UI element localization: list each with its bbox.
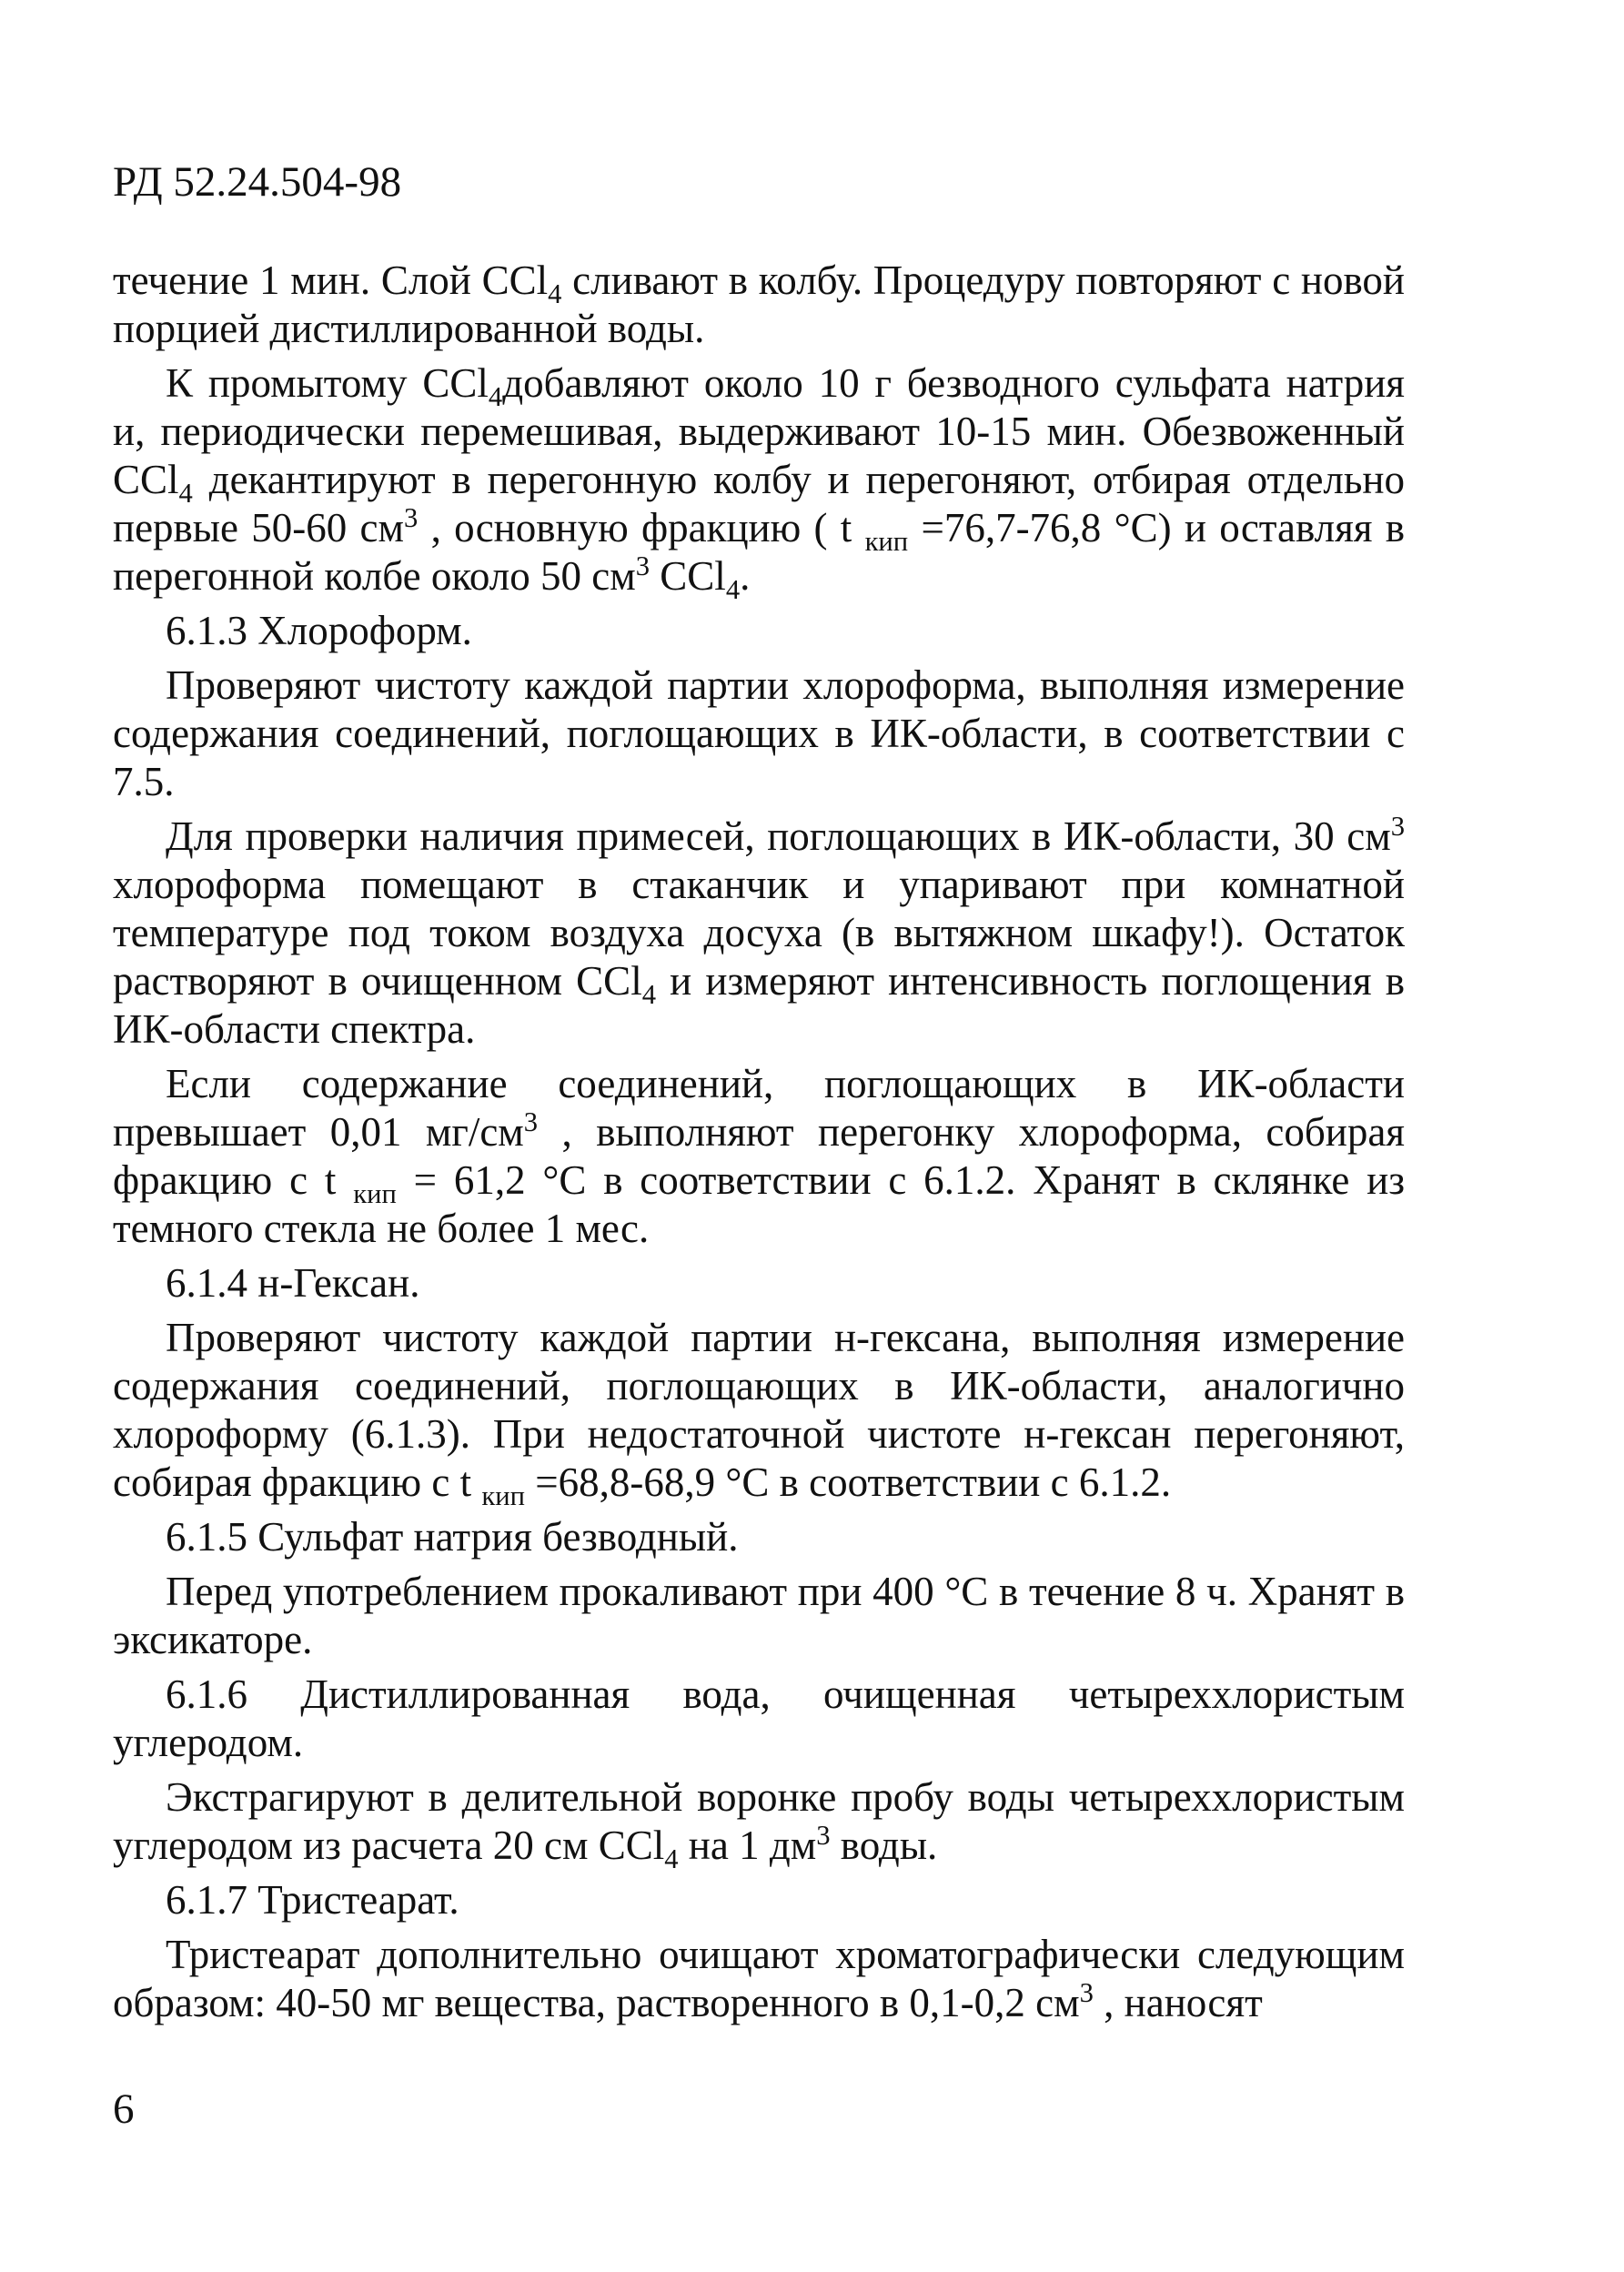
paragraph-hexane-check: Проверяют чистоту каждой партии н-гексана, выполняя измерение содержания соединений, поглощающих в ИК-области, аналогично хлороформу (6.1.3). При недостаточной чистоте н-гексан перегоняют, собирая фракцию с t $_{кип}$ =68,8-68,9 °С в соответствии с 6.1.2. bbox=[113, 1315, 1405, 1511]
paragraph-chloroform-distillation: Если содержание соединений, поглощающих в ИК-области превышает 0,01 $мг/см^3$ , выполняют перегонку хлороформа, собирая фракцию с t $_{кип}$ = 61,2 °С в соответствии с 6.1.2. Хранят в склянке из темного стекла не более 1 мес. bbox=[113, 1061, 1405, 1251]
section-heading-6-1-6: 6.1.6 Дистиллированная вода, очищенная четыреххлористым углеродом. bbox=[113, 1671, 1405, 1765]
page-number: 6 bbox=[113, 2085, 135, 2133]
paragraph-water-extraction: Экстрагируют в делительной воронке пробу воды четыреххлористым углеродом из расчета 20 см CCl$_4$ на 1 $дм^3$ воды. bbox=[113, 1774, 1405, 1874]
paragraph-ccl4-drying: К промытому CCl$_4$добавляют около 10 г безводного сульфата натрия и, периодически перемешивая, выдерживают 10-15 мин. Обезвоженный CCl$_4$ декантируют в перегонную колбу и перегоняют, отбирая отдельно первые 50-60 $см^3$ , основную фракцию ( t $_{кип}$ =76,7-76,8 °С) и оставляя в перегонной колбе около 50 $см^3$ CCl$_4$. bbox=[113, 360, 1406, 605]
paragraph-chloroform-check: Проверяют чистоту каждой партии хлороформа, выполняя измерение содержания соединений, поглощающих в ИК-области, в соответствии с 7.5. bbox=[113, 662, 1405, 804]
document-body bbox=[113, 257, 1405, 2034]
paragraph-tristearate: Тристеарат дополнительно очищают хроматографически следующим образом: 40-50 мг вещества, растворенного в 0,1-0,2 $см^3$ , наносят bbox=[113, 1932, 1405, 2025]
section-heading-6-1-3: 6.1.3 Хлороформ. bbox=[166, 608, 472, 653]
paragraph-chloroform-impurities: Для проверки наличия примесей, поглощающих в ИК-области, 30 $см^3$ хлороформа помещают в стаканчик и упаривают при комнатной температуре под током воздуха досуха (в вытяжном шкафу!). Остаток растворяют в очищенном CCl$_4$ и измеряют интенсивность поглощения в ИК-области спектра. bbox=[113, 811, 1405, 1052]
paragraph-washing-continuation: течение 1 мин. Слой CCl$_4$ сливают в колбу. Процедуру повторяют с новой порцией дистиллированной воды. bbox=[113, 257, 1405, 351]
section-heading-6-1-7: 6.1.7 Тристеарат. bbox=[166, 1877, 459, 1923]
section-heading-6-1-5: 6.1.5 Сульфат натрия безводный. bbox=[166, 1514, 739, 1560]
document-code-header: РД 52.24.504-98 bbox=[113, 158, 402, 206]
section-heading-6-1-4: 6.1.4 н-Гексан. bbox=[166, 1260, 420, 1306]
paragraph-sodium-sulfate: Перед употреблением прокаливают при 400 °С в течение 8 ч. Хранят в эксикаторе. bbox=[113, 1569, 1405, 1662]
